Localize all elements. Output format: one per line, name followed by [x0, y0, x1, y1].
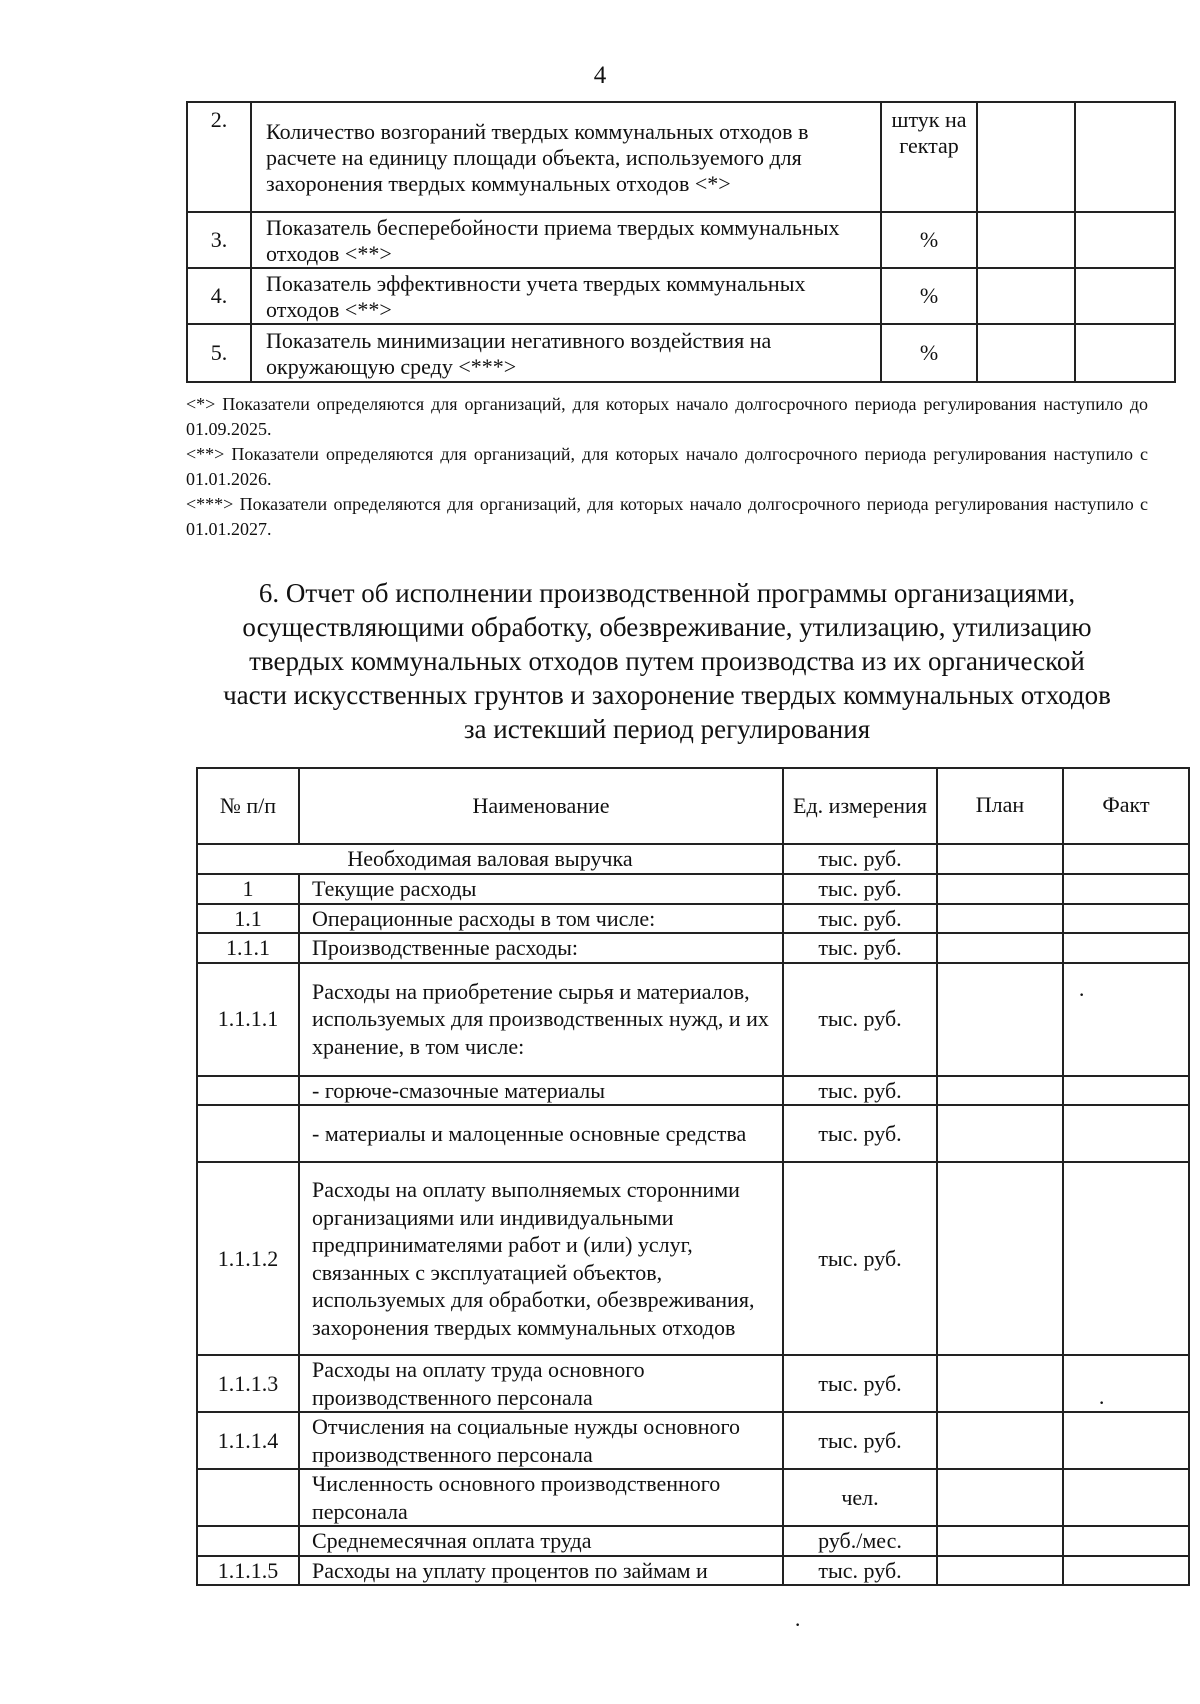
- empty-cell: [1075, 102, 1175, 212]
- row-number: 5.: [187, 324, 251, 382]
- title-line: за истекший период регулирования: [463, 714, 871, 744]
- empty-cell: [1075, 324, 1175, 382]
- row-number: 3.: [187, 212, 251, 268]
- unit-cell: %: [881, 268, 977, 324]
- row-number: 1.1.1.5: [197, 1556, 299, 1586]
- plan-cell: [937, 1556, 1063, 1586]
- empty-cell: [1075, 212, 1175, 268]
- table-row: [197, 1105, 1189, 1162]
- plan-cell: [937, 904, 1063, 934]
- indicator-name: Показатель минимизации негативного воздействия на окружающую среду <***>: [251, 324, 881, 382]
- row-name: Отчисления на социальные нужды основного производственного персонала: [299, 1412, 783, 1469]
- row-name: - материалы и малоценные основные средства: [299, 1105, 783, 1162]
- plan-cell: [937, 1526, 1063, 1556]
- header-unit: Ед. измерения: [783, 768, 937, 844]
- report-table: [196, 767, 1190, 1586]
- unit-cell: %: [881, 212, 977, 268]
- table-row: [197, 1162, 1189, 1355]
- indicator-name: Показатель бесперебойности приема твердых коммунальных отходов <**>: [251, 212, 881, 268]
- row-name: Производственные расходы:: [299, 933, 783, 963]
- table-row: [187, 102, 1175, 212]
- summary-name: Необходимая валовая выручка: [197, 844, 783, 874]
- plan-cell: [937, 1355, 1063, 1412]
- fact-cell: [1063, 933, 1189, 963]
- footnotes: [186, 392, 1148, 542]
- unit-cell: штук на гектар: [881, 102, 977, 212]
- section-title: [186, 576, 1148, 746]
- plan-cell: [937, 874, 1063, 904]
- table-row: [197, 1355, 1189, 1412]
- plan-cell: [937, 933, 1063, 963]
- row-number: 1.1.1.4: [197, 1412, 299, 1469]
- plan-cell: [937, 1076, 1063, 1106]
- fact-cell: [1063, 1556, 1189, 1586]
- scan-dot: ·: [794, 1612, 802, 1637]
- table-row: [187, 212, 1175, 268]
- fact-cell: [1063, 963, 1189, 1076]
- empty-cell: [1075, 268, 1175, 324]
- row-number: 1.1.1: [197, 933, 299, 963]
- header-num: № п/п: [197, 768, 299, 844]
- fact-cell: [1063, 1076, 1189, 1106]
- unit-cell: тыс. руб.: [783, 1355, 937, 1412]
- indicator-name: Количество возгораний твердых коммунальных отходов в расчете на единицу площади объекта, используемого для захоронения твердых коммунальных отходов <*>: [251, 102, 881, 212]
- row-number: [197, 1076, 299, 1106]
- row-name: Среднемесячная оплата труда: [299, 1526, 783, 1556]
- empty-cell: [977, 268, 1075, 324]
- unit-cell: тыс. руб.: [783, 874, 937, 904]
- empty-cell: [977, 212, 1075, 268]
- table-row: [187, 324, 1175, 382]
- footnote: <***> Показатели определяются для организаций, для которых начало долгосрочного периода регулирования наступило с 01.01.2027.: [186, 494, 1148, 539]
- row-name: - горюче-смазочные материалы: [299, 1076, 783, 1106]
- unit-cell: тыс. руб.: [783, 844, 937, 874]
- footnote: <*> Показатели определяются для организаций, для которых начало долгосрочного периода регулирования наступило до 01.09.2025.: [186, 394, 1148, 439]
- unit-cell: тыс. руб.: [783, 1412, 937, 1469]
- fact-cell: [1063, 1526, 1189, 1556]
- header-plan: План: [937, 768, 1063, 844]
- table-row: [197, 1556, 1189, 1586]
- plan-cell: [937, 1412, 1063, 1469]
- scan-dot: ·: [1078, 982, 1086, 1007]
- fact-cell: [1063, 1162, 1189, 1355]
- plan-cell: [937, 844, 1063, 874]
- row-number: [197, 1469, 299, 1526]
- unit-cell: %: [881, 324, 977, 382]
- table-row: [187, 268, 1175, 324]
- scan-dot: ·: [1098, 1390, 1106, 1415]
- unit-cell: тыс. руб.: [783, 933, 937, 963]
- fact-cell: [1063, 904, 1189, 934]
- table-row: [197, 874, 1189, 904]
- fact-cell: [1063, 874, 1189, 904]
- table-row: [197, 1526, 1189, 1556]
- indicators-table: [186, 101, 1176, 383]
- row-name: Расходы на приобретение сырья и материалов, используемых для производственных нужд, и их хранение, в том числе:: [299, 963, 783, 1076]
- row-number: [197, 1526, 299, 1556]
- table-row: [197, 1469, 1189, 1526]
- unit-cell: тыс. руб.: [783, 963, 937, 1076]
- table-row: [197, 904, 1189, 934]
- row-number: 4.: [187, 268, 251, 324]
- plan-cell: [937, 1105, 1063, 1162]
- page-number: 4: [593, 62, 607, 89]
- empty-cell: [977, 324, 1075, 382]
- fact-cell: [1063, 1469, 1189, 1526]
- unit-cell: тыс. руб.: [783, 1556, 937, 1586]
- table-row: [197, 963, 1189, 1076]
- row-number: 1: [197, 874, 299, 904]
- unit-cell: тыс. руб.: [783, 1105, 937, 1162]
- header-name: Наименование: [299, 768, 783, 844]
- row-name: Расходы на уплату процентов по займам и: [299, 1556, 783, 1586]
- row-number: 1.1.1.2: [197, 1162, 299, 1355]
- unit-cell: тыс. руб.: [783, 904, 937, 934]
- title-line: 6. Отчет об исполнении производственной программы организациями,: [258, 578, 1076, 608]
- row-number: 1.1.1.3: [197, 1355, 299, 1412]
- row-name: Расходы на оплату труда основного производственного персонала: [299, 1355, 783, 1412]
- header-fact: Факт: [1063, 768, 1189, 844]
- unit-cell: тыс. руб.: [783, 1162, 937, 1355]
- table-row: [197, 933, 1189, 963]
- empty-cell: [977, 102, 1075, 212]
- row-name: Расходы на оплату выполняемых сторонними организациями или индивидуальными предпринимателями работ и (или) услуг, связанных с эксплуатацией объектов, используемых для обработки, обезвреживания, захоронения твердых коммунальных отходов: [299, 1162, 783, 1355]
- footnote: <**> Показатели определяются для организаций, для которых начало долгосрочного периода регулирования наступило с 01.01.2026.: [186, 444, 1148, 489]
- row-number: [197, 1105, 299, 1162]
- header-row: [197, 768, 1189, 844]
- row-name: Текущие расходы: [299, 874, 783, 904]
- table-row: [197, 844, 1189, 874]
- plan-cell: [937, 963, 1063, 1076]
- fact-cell: [1063, 1355, 1189, 1412]
- title-line: твердых коммунальных отходов путем производства из их органической: [249, 646, 1085, 676]
- title-line: части искусственных грунтов и захоронение твердых коммунальных отходов: [223, 680, 1111, 710]
- unit-cell: руб./мес.: [783, 1526, 937, 1556]
- fact-cell: [1063, 1412, 1189, 1469]
- unit-cell: чел.: [783, 1469, 937, 1526]
- row-name: Численность основного производственного персонала: [299, 1469, 783, 1526]
- plan-cell: [937, 1469, 1063, 1526]
- indicator-name: Показатель эффективности учета твердых коммунальных отходов <**>: [251, 268, 881, 324]
- table-row: [197, 1412, 1189, 1469]
- fact-cell: [1063, 844, 1189, 874]
- row-name: Операционные расходы в том числе:: [299, 904, 783, 934]
- fact-cell: [1063, 1105, 1189, 1162]
- title-line: осуществляющими обработку, обезвреживание, утилизацию, утилизацию: [242, 612, 1092, 642]
- table-row: [197, 1076, 1189, 1106]
- row-number: 2.: [187, 102, 251, 212]
- row-number: 1.1.1.1: [197, 963, 299, 1076]
- row-number: 1.1: [197, 904, 299, 934]
- unit-cell: тыс. руб.: [783, 1076, 937, 1106]
- plan-cell: [937, 1162, 1063, 1355]
